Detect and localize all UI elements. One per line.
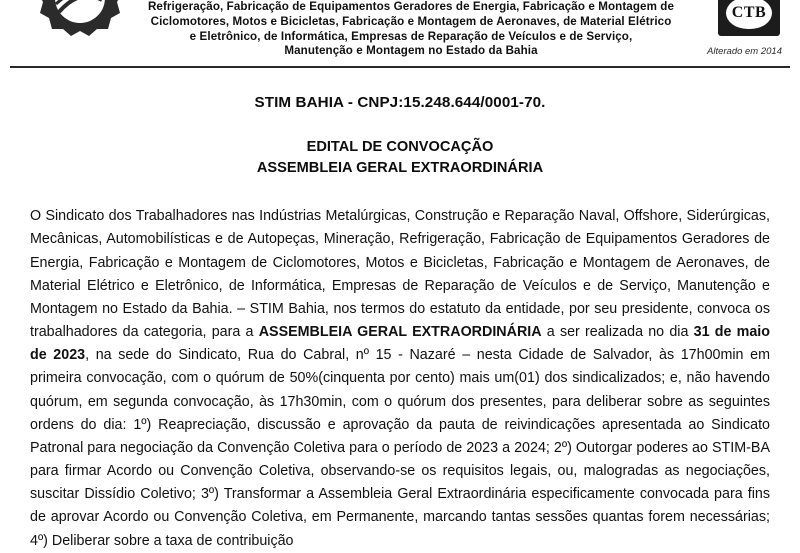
document-title-line-1: EDITAL DE CONVOCAÇÃO [306,139,494,155]
body-text-part-3: , na sede do Sindicato, Rua do Cabral, nº 15 - Nazaré – nesta Cidade de Salvador, às 17h00min em primeira convocação, com o quórum de 50%(cinquenta por cento) mais um(01) dos sindicalizados; e, não havendo quórum, em segunda convocação, às 17h30min, com o quórum dos presentes, para deliberar sobre as seguintes ordens do dia: 1º) Reapreciação, discussão e aprovação da pauta de reivindicações apresentada ao Sindicato Patronal para negociação da Convenção Coletiva para o período de 2023 a 2024; 2º) Outorgar poderes ao STIM-BA para firmar Acordo ou Convenção Coletiva, observando-se os requisitos legais, ou, malogradas as negociações, suscitar Dissídio Coletivo; 3º) Transformar a Assembleia Geral Extraordinária especificamente convocada para fins de aprovar Acordo ou Convenção Coletiva, em Permanente, marcando tantas sessões quantas forem necessárias; 4º) Deliberar sobre a taxa de contribuição [30,347,770,549]
header-title-block [132,0,690,59]
ctb-logo-text: CTB [726,0,772,29]
cnpj-line: STIM BAHIA - CNPJ:15.248.644/0001-70. [254,94,546,111]
header-line-1: Refrigeração, Fabricação de Equipamentos Geradores de Energia, Fabricação e Montagem de [147,0,675,13]
ctb-logo-box [718,0,780,36]
gear-icon [32,0,128,58]
body-bold-date: 31 de maio de 2023 [30,324,770,364]
altered-note: Alterado em 2014 [707,46,782,57]
union-logo [14,0,132,62]
document-body [30,205,770,552]
document-title-line-2: ASSEMBLEIA GERAL EXTRAORDINÁRIA [256,160,544,177]
body-text-part-2: a ser realizada no dia [541,324,694,341]
ctb-logo [690,0,786,62]
body-bold-assembly: ASSEMBLEIA GERAL EXTRAORDINÁRIA [258,324,542,341]
header-line-4: Manutenção e Montagem no Estado da Bahia [284,44,538,58]
body-text-part-1: O Sindicato dos Trabalhadores nas Indústrias Metalúrgicas, Construção e Reparação Naval, Offshore, Siderúrgicas, Mecânicas, Automobilísticas e de Autopeças, Mineração, Refrigeração, Fabricação de Equipamentos Geradores de Energia, Fabricação e Montagem de Ciclomotores, Motos e Bicicletas, Fabricação e Montagem de Aeronaves, de Material Elétrico e Eletrônico, de Informática, Empresas de Reparação de Veículos e de Serviço, Manutenção e Montagem no Estado da Bahia. – STIM Bahia, nos termos do estatuto da entidade, por seu presidente, convoca os trabalhadores da categoria, para a [30,208,770,341]
header-line-3: e Eletrônico, de Informática, Empresas de Reparação de Veículos e de Serviço, [189,29,633,43]
header-divider [10,66,790,68]
document-title [0,137,800,179]
document-header [0,0,800,62]
header-line-2: Ciclomotores, Motos e Bicicletas, Fabricação e Montagem de Aeronaves, de Material Elétrico [150,14,672,28]
